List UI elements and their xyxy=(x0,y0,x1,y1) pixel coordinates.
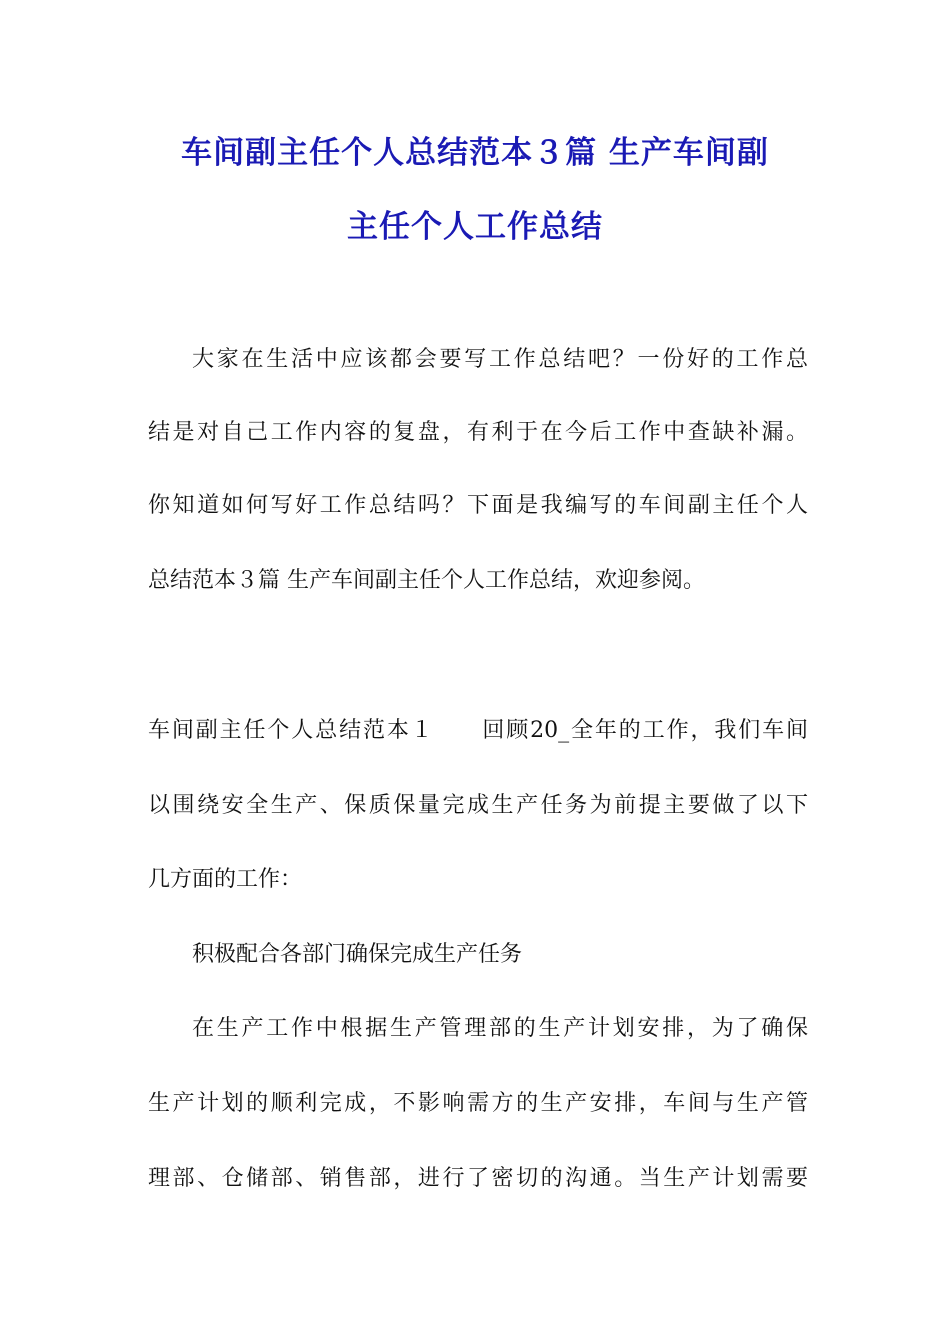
paragraph-2-line-2: 以围绕安全生产、保质保量完成生产任务为前提主要做了以下 xyxy=(148,793,808,818)
paragraph-2-line-1: 车间副主任个人总结范本１ 回顾20_全年的工作，我们车间 xyxy=(148,718,808,743)
paragraph-4-line-3: 理部、仓储部、销售部，进行了密切的沟通。当生产计划需要 xyxy=(148,1166,808,1191)
paragraph-1-line-1: 大家在生活中应该都会要写工作总结吧？一份好的工作总 xyxy=(192,347,808,372)
paragraph-1-line-2: 结是对自己工作内容的复盘，有利于在今后工作中查缺补漏。 xyxy=(148,420,808,445)
paragraph-2-line-3: 几方面的工作： xyxy=(148,867,303,892)
section-heading: 积极配合各部门确保完成生产任务 xyxy=(192,942,523,967)
paragraph-1-line-3: 你知道如何写好工作总结吗？下面是我编写的车间副主任个人 xyxy=(148,493,808,518)
paragraph-1-line-4: 总结范本３篇 生产车间副主任个人工作总结，欢迎参阅。 xyxy=(148,568,705,593)
paragraph-4-line-1: 在生产工作中根据生产管理部的生产计划安排，为了确保 xyxy=(192,1016,808,1041)
document-title-line-1: 车间副主任个人总结范本３篇 生产车间副 xyxy=(181,135,769,171)
paragraph-4-line-2: 生产计划的顺利完成，不影响需方的生产安排，车间与生产管 xyxy=(148,1091,808,1116)
document-title-line-2: 主任个人工作总结 xyxy=(347,209,603,245)
